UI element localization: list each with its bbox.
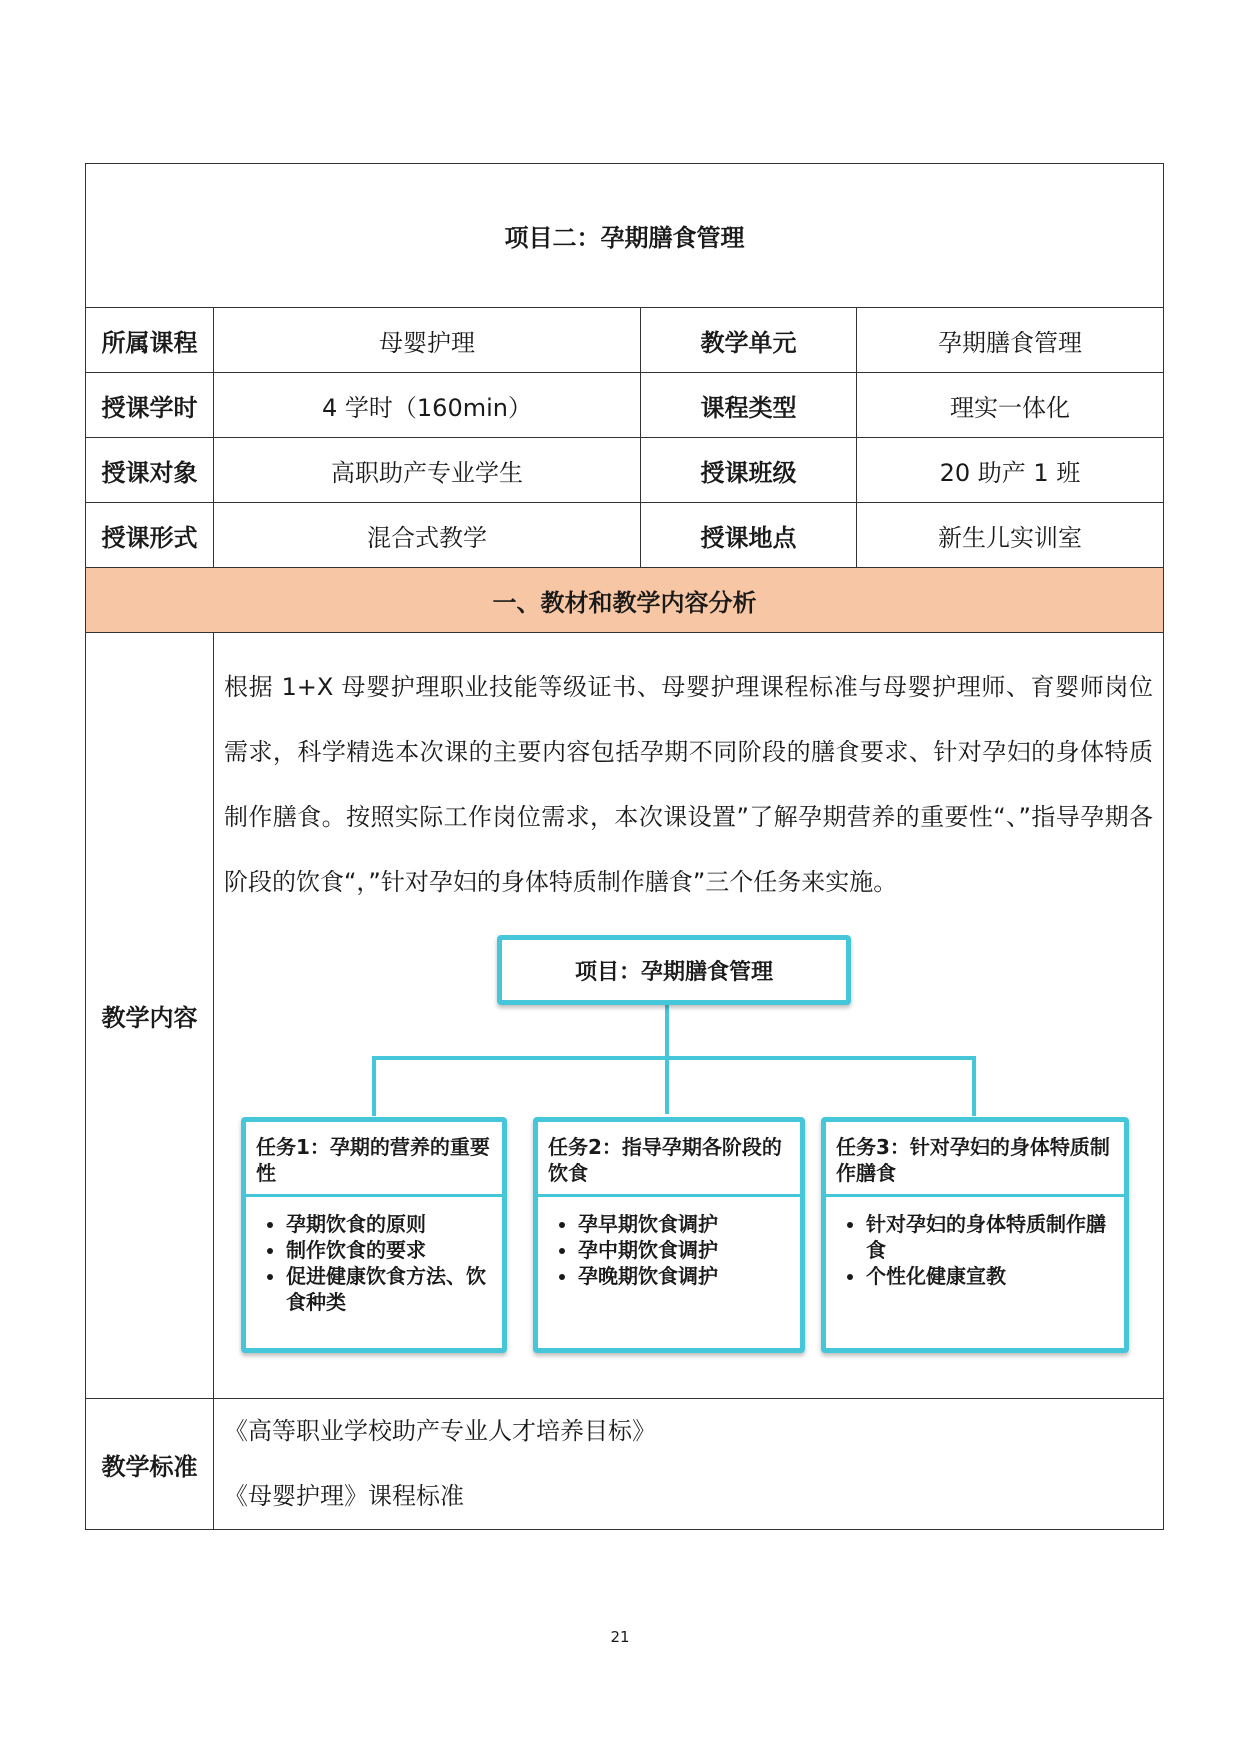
info-label: 授课形式	[86, 503, 214, 568]
task-title: 任务3：针对孕妇的身体特质制作膳食	[826, 1122, 1124, 1197]
info-value: 混合式教学	[214, 503, 641, 568]
info-value: 4 学时（160min）	[214, 373, 641, 438]
info-row	[86, 503, 1164, 568]
standard-line: 《母婴护理》课程标准	[224, 1482, 464, 1510]
task-box	[533, 1117, 805, 1353]
info-value: 母婴护理	[214, 308, 641, 373]
info-row	[86, 308, 1164, 373]
page-title: 项目二：孕期膳食管理	[86, 164, 1164, 308]
task-item: • 制作饮食的要求	[286, 1237, 502, 1263]
content-cell	[214, 633, 1164, 1399]
task-item: • 孕晚期饮食调护	[578, 1263, 800, 1289]
info-value: 高职助产专业学生	[214, 438, 641, 503]
info-value: 20 助产 1 班	[857, 438, 1164, 503]
connector-line	[372, 1056, 376, 1116]
task-item: • 促进健康饮食方法、饮食种类	[286, 1263, 502, 1315]
info-row	[86, 438, 1164, 503]
info-label: 教学单元	[641, 308, 857, 373]
info-label: 课程类型	[641, 373, 857, 438]
connector-line	[372, 1056, 976, 1060]
info-label: 授课班级	[641, 438, 857, 503]
task-diagram	[214, 926, 1154, 1386]
info-label: 授课地点	[641, 503, 857, 568]
task-items	[246, 1211, 502, 1315]
task-items	[538, 1211, 800, 1289]
info-label: 授课对象	[86, 438, 214, 503]
lesson-plan-table	[85, 163, 1164, 1530]
task-item: • 孕期饮食的原则	[286, 1211, 502, 1237]
task-item: • 孕中期饮食调护	[578, 1237, 800, 1263]
connector-line	[972, 1056, 976, 1116]
info-value: 孕期膳食管理	[857, 308, 1164, 373]
info-value: 理实一体化	[857, 373, 1164, 438]
info-row	[86, 373, 1164, 438]
task-item: • 孕早期饮食调护	[578, 1211, 800, 1237]
standards-cell	[214, 1399, 1164, 1530]
page-number: 21	[610, 1628, 630, 1646]
project-root-box: 项目：孕期膳食管理	[497, 935, 851, 1005]
info-label: 所属课程	[86, 308, 214, 373]
task-item: • 针对孕妇的身体特质制作膳食	[866, 1211, 1124, 1263]
content-paragraph: 根据 1+X 母婴护理职业技能等级证书、母婴护理课程标准与母婴护理师、育婴师岗位需求，科学精选本次课的主要内容包括孕期不同阶段的膳食要求、针对孕妇的身体特质制作膳食。按照实际工作岗位需求，本次课设置”了解孕期营养的重要性“、”指导孕期各阶段的饮食“，”针对孕妇的身体特质制作膳食”三个任务来实施。	[224, 673, 1153, 896]
task-title: 任务2：指导孕期各阶段的饮食	[538, 1122, 800, 1197]
task-box	[821, 1117, 1129, 1353]
task-items	[826, 1211, 1124, 1289]
info-value: 新生儿实训室	[857, 503, 1164, 568]
section-heading: 一、教材和教学内容分析	[86, 568, 1164, 633]
task-box	[241, 1117, 507, 1353]
content-label: 教学内容	[86, 633, 214, 1399]
info-label: 授课学时	[86, 373, 214, 438]
standard-line: 《高等职业学校助产专业人才培养目标》	[224, 1417, 656, 1445]
task-title: 任务1：孕期的营养的重要性	[246, 1122, 502, 1197]
task-item: • 个性化健康宣教	[866, 1263, 1124, 1289]
standards-label: 教学标准	[86, 1399, 214, 1530]
